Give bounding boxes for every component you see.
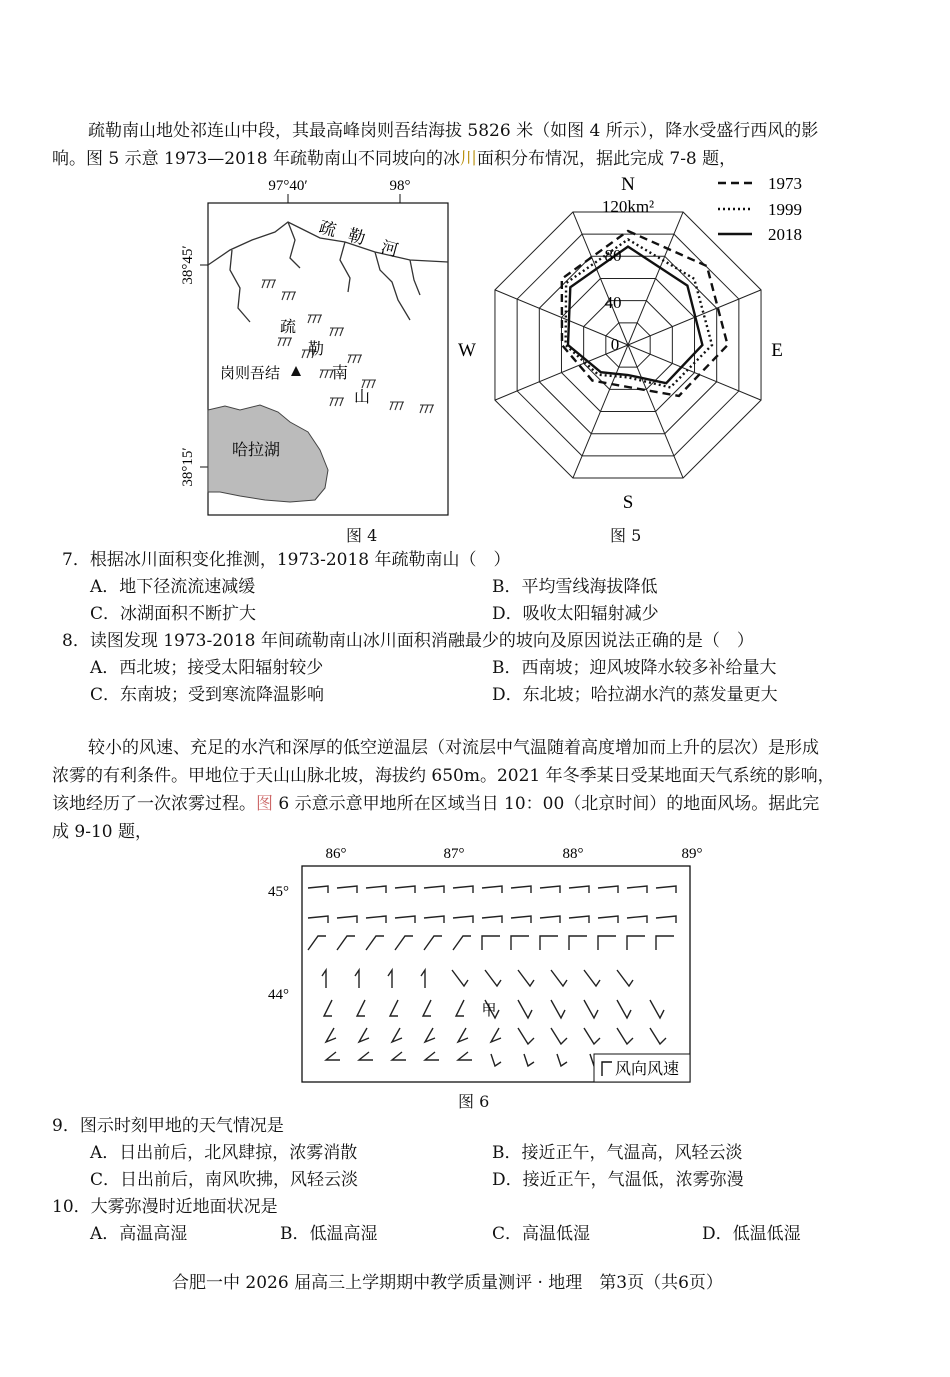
intro2-line1: 较小的风速、充足的水汽和深厚的低空逆温层（对流层中气温随着高度增加而上升的层次）是形成 [88,738,819,758]
wind-barb [458,1028,468,1042]
wind-barb [540,936,558,950]
radar-tick-0: 0 [610,335,620,354]
intro2-line3-b: 6 示意示意甲地所在区域当日 10：00（北京时间）的地面风场。据此完 [273,794,820,814]
intro2-line3-a: 该地经历了一次浓雾过程。 [52,794,256,814]
q8-option-b[interactable]: B．西南坡；迎风坡降水较多补给量大 [492,658,777,678]
q8-option-a[interactable]: A．西北坡；接受太阳辐射较少 [90,658,324,678]
peak-triangle-icon [291,366,301,376]
wind-barb [656,936,674,950]
intro2-line2: 浓雾的有利条件。甲地位于天山山脉北坡，海拔约 650m。2021 年冬季某日受某地面天气系统的影响， [52,766,835,786]
radar-tick-80: 80 [604,246,622,265]
intro2-line4: 成 9-10 题， [52,822,152,842]
wind-barb [395,916,415,923]
wind-barb [584,970,600,986]
wind-barb [518,1000,532,1018]
wind-barb [366,886,386,893]
wind-barb [425,1052,439,1060]
wind-barb [453,936,471,950]
wind-barb [337,886,357,893]
fig4-lat2: 38°15′ [180,447,196,487]
legend-1999: 1999 [768,200,802,219]
wind-barb [557,1054,567,1066]
wind-barb [395,886,415,893]
fig4-mountain-char-1: 疏 [280,319,297,336]
wind-barb [518,970,534,986]
wind-barb [482,936,500,950]
legend-2018: 2018 [768,225,802,244]
q7-option-c[interactable]: C．冰湖面积不断扩大 [90,604,257,624]
radar-tick-40: 40 [604,293,622,312]
fig6-lat-45: 45° [268,884,289,900]
q8-option-c[interactable]: C．东南坡；受到寒流降温影响 [90,685,325,705]
radar-dir-n: N [621,174,635,195]
wind-barb [617,1000,631,1018]
q10-option-d[interactable]: D．低温低湿 [702,1224,801,1244]
wind-barb [388,970,392,988]
fig4-river-char-2: 勒 [345,225,368,249]
intro2-line3-hl: 图 [256,794,273,814]
wind-barb [627,916,647,923]
wind-barb [392,1052,406,1060]
intro1-line2-a: 响。图 5 示意 1973—2018 年疏勒南山不同坡向的冰 [52,149,460,169]
wind-barb [627,936,645,950]
wind-barb [551,1028,567,1044]
wind-barb [395,936,413,950]
fig6-place-jia: 甲 [481,1003,497,1019]
fig4-lon2: 98° [389,178,411,194]
wind-barb [617,970,633,986]
wind-barb [392,1028,402,1042]
wind-barb [452,970,468,986]
figure-4-map [170,170,470,520]
wind-barb [390,1000,398,1016]
q9-option-b[interactable]: B．接近正午，气温高，风轻云淡 [492,1143,743,1163]
wind-barb [453,916,473,923]
wind-barb [656,886,676,893]
wind-barb [524,1054,534,1066]
fig4-lake-label: 哈拉湖 [232,442,281,459]
q7-option-a[interactable]: A．地下径流流速减缓 [90,577,256,597]
fig4-river-char-3: 河 [378,237,401,261]
q9-option-c[interactable]: C．日出前后，南风吹拂，风轻云淡 [90,1170,359,1190]
wind-barb [337,916,357,923]
wind-barb [491,1054,501,1066]
q8-option-d[interactable]: D．东北坡；哈拉湖水汽的蒸发量更大 [492,685,778,705]
wind-barb [308,886,328,893]
wind-barb [359,1028,369,1042]
wind-barb [569,886,589,893]
wind-barb [326,1028,336,1042]
fig4-mountain-symbols [262,280,434,413]
fig6-caption: 图 6 [458,1092,490,1111]
wind-barb [511,886,531,893]
q10-option-b[interactable]: B．低温高湿 [280,1224,378,1244]
fig4-lon1: 97°40′ [268,178,308,194]
q7-option-b[interactable]: B．平均雪线海拔降低 [492,577,658,597]
wind-barb [491,1028,501,1042]
fig4-caption: 图 4 [346,526,378,545]
wind-barb [423,1000,431,1016]
intro1-line2-b: 面积分布情况，据此完成 7-8 题， [476,149,737,169]
wind-barb [424,886,444,893]
wind-barb [366,936,384,950]
wind-barb [598,916,618,923]
wind-barb [518,1028,534,1044]
wind-barb [308,916,328,923]
fig6-lat-44: 44° [268,987,289,1003]
fig6-frame [302,866,690,1082]
wind-barb [617,1028,633,1044]
wind-barb [482,916,502,923]
wind-barb [357,1000,365,1016]
wind-barb [456,1000,464,1016]
wind-barb [337,936,355,950]
radar-series [562,231,728,396]
wind-barb [598,886,618,893]
wind-barb [584,1000,598,1018]
fig4-river-char-1: 疏 [316,217,339,241]
q7-stem: 7．根据冰川面积变化推测，1973-2018 年疏勒南山（ ） [62,550,511,570]
wind-barb [359,1052,373,1060]
figure-6-wind-field [260,840,720,1088]
wind-barb [569,936,587,950]
q10-stem: 10．大雾弥漫时近地面状况是 [52,1197,278,1217]
fig6-legend-text: 风向风速 [615,1061,680,1078]
intro2-line3 [52,791,819,817]
fig6-lon-87: 87° [443,846,465,862]
wind-barb [656,916,676,923]
wind-barb [551,1000,565,1018]
intro1-line1: 疏勒南山地处祁连山中段，其最高峰岗则吾结海拔 5826 米（如图 4 所示），降水受盛行西风的影 [88,121,819,141]
q10-option-c[interactable]: C．高温低湿 [492,1224,591,1244]
radar-dir-w: W [458,340,476,361]
fig6-lon-88: 88° [562,846,584,862]
q9-option-a[interactable]: A．日出前后，北风肆掠，浓雾消散 [90,1143,358,1163]
intro1-line2-hl: 川 [459,149,477,169]
radar-dir-e: E [771,340,783,361]
q10-option-a[interactable]: A．高温高湿 [90,1224,188,1244]
radar-tick-120: 120km² [601,197,655,216]
wind-barbs [308,886,676,1066]
radar-grid [495,212,761,478]
radar-legend [718,174,802,244]
fig4-mountain-char-3: 南 [332,365,349,382]
page-footer: 合肥一中 2026 届高三上学期期中教学质量测评 · 地理 第3页（共6页） [172,1273,723,1293]
fig6-lon-89: 89° [681,846,703,862]
fig4-mountain-char-4: 山 [354,389,371,406]
radar-dir-s: S [622,492,634,513]
radar-series-1973 [562,231,728,396]
wind-barb [308,936,326,950]
fig6-lon-86: 86° [325,846,347,862]
wind-barb [366,916,386,923]
wind-barb [424,916,444,923]
wind-barb [453,886,473,893]
wind-barb [458,1052,472,1060]
wind-barb [511,936,529,950]
figure-5-radar-chart [450,168,840,518]
q9-option-d[interactable]: D．接近正午，气温低，浓雾弥漫 [492,1170,744,1190]
fig4-mountain-char-2: 勒 [308,341,325,358]
wind-barb [540,916,560,923]
wind-barb [650,1000,664,1018]
wind-barb [650,1028,666,1044]
wind-barb [551,970,567,986]
fig4-lat1: 38°45′ [180,245,196,285]
wind-barb [482,886,502,893]
wind-barb [485,970,501,986]
q9-stem: 9．图示时刻甲地的天气情况是 [52,1116,284,1136]
wind-barb [511,916,531,923]
wind-barb [326,1052,340,1060]
wind-barb [322,970,326,988]
wind-barb [569,916,589,923]
legend-1973: 1973 [768,174,802,193]
fig4-peak-label: 岗则吾结 [220,366,281,382]
wind-barb [425,1028,435,1042]
wind-barb [627,886,647,893]
fig5-caption: 图 5 [610,526,642,545]
q8-stem: 8．读图发现 1973-2018 年间疏勒南山冰川面积消融最少的坡向及原因说法正确的是（ ） [62,631,754,651]
wind-barb [324,1000,332,1016]
wind-barb [421,970,425,988]
wind-barb [424,936,442,950]
q7-option-d[interactable]: D．吸收太阳辐射减少 [492,604,659,624]
wind-barb [584,1028,600,1044]
wind-barb [598,936,616,950]
wind-barb [540,886,560,893]
wind-barb [355,970,359,988]
